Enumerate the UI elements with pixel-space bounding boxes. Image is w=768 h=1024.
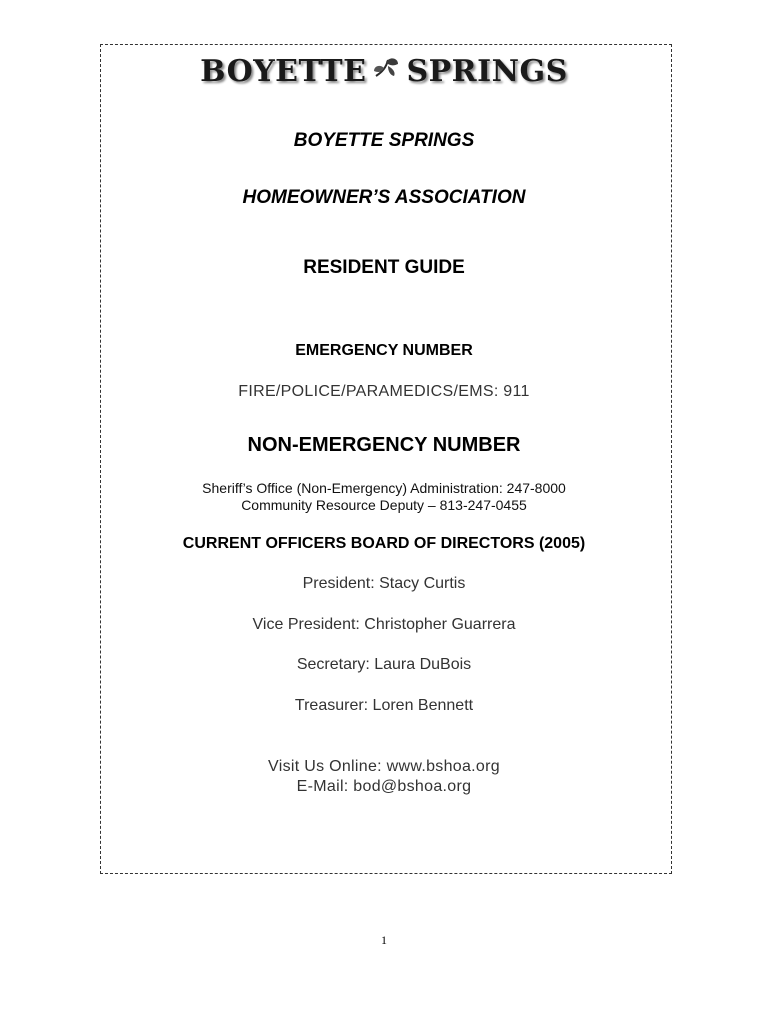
- officer-secretary: Secretary: Laura DuBois: [296, 656, 472, 673]
- emergency-heading: EMERGENCY NUMBER: [295, 342, 473, 359]
- leaf-icon: [372, 53, 400, 88]
- logo-text-left: BOYETTE: [200, 54, 367, 89]
- page-subtitle: HOMEOWNER’S ASSOCIATION: [242, 187, 526, 208]
- officers-heading: CURRENT OFFICERS BOARD OF DIRECTORS (2005): [182, 535, 586, 552]
- website-line: Visit Us Online: www.bshoa.org: [268, 758, 500, 775]
- guide-title: RESIDENT GUIDE: [303, 257, 465, 278]
- sheriff-office-line: Sheriff’s Office (Non-Emergency) Administration: 247-8000: [202, 480, 566, 496]
- officer-vice-president: Vice President: Christopher Guarrera: [252, 616, 516, 633]
- logo-text-right: SPRINGS: [406, 54, 568, 89]
- page-title: BOYETTE SPRINGS: [293, 130, 475, 151]
- page-border: [100, 44, 672, 874]
- email-line: E-Mail: bod@bshoa.org: [296, 778, 472, 795]
- brand-logo: [0, 54, 768, 91]
- emergency-number: FIRE/POLICE/PARAMEDICS/EMS: 911: [238, 383, 530, 400]
- page-number: 1: [381, 933, 387, 947]
- community-deputy-line: Community Resource Deputy – 813-247-0455: [241, 497, 527, 513]
- non-emergency-heading: NON-EMERGENCY NUMBER: [247, 434, 521, 456]
- officer-treasurer: Treasurer: Loren Bennett: [294, 697, 474, 714]
- officer-president: President: Stacy Curtis: [302, 575, 466, 592]
